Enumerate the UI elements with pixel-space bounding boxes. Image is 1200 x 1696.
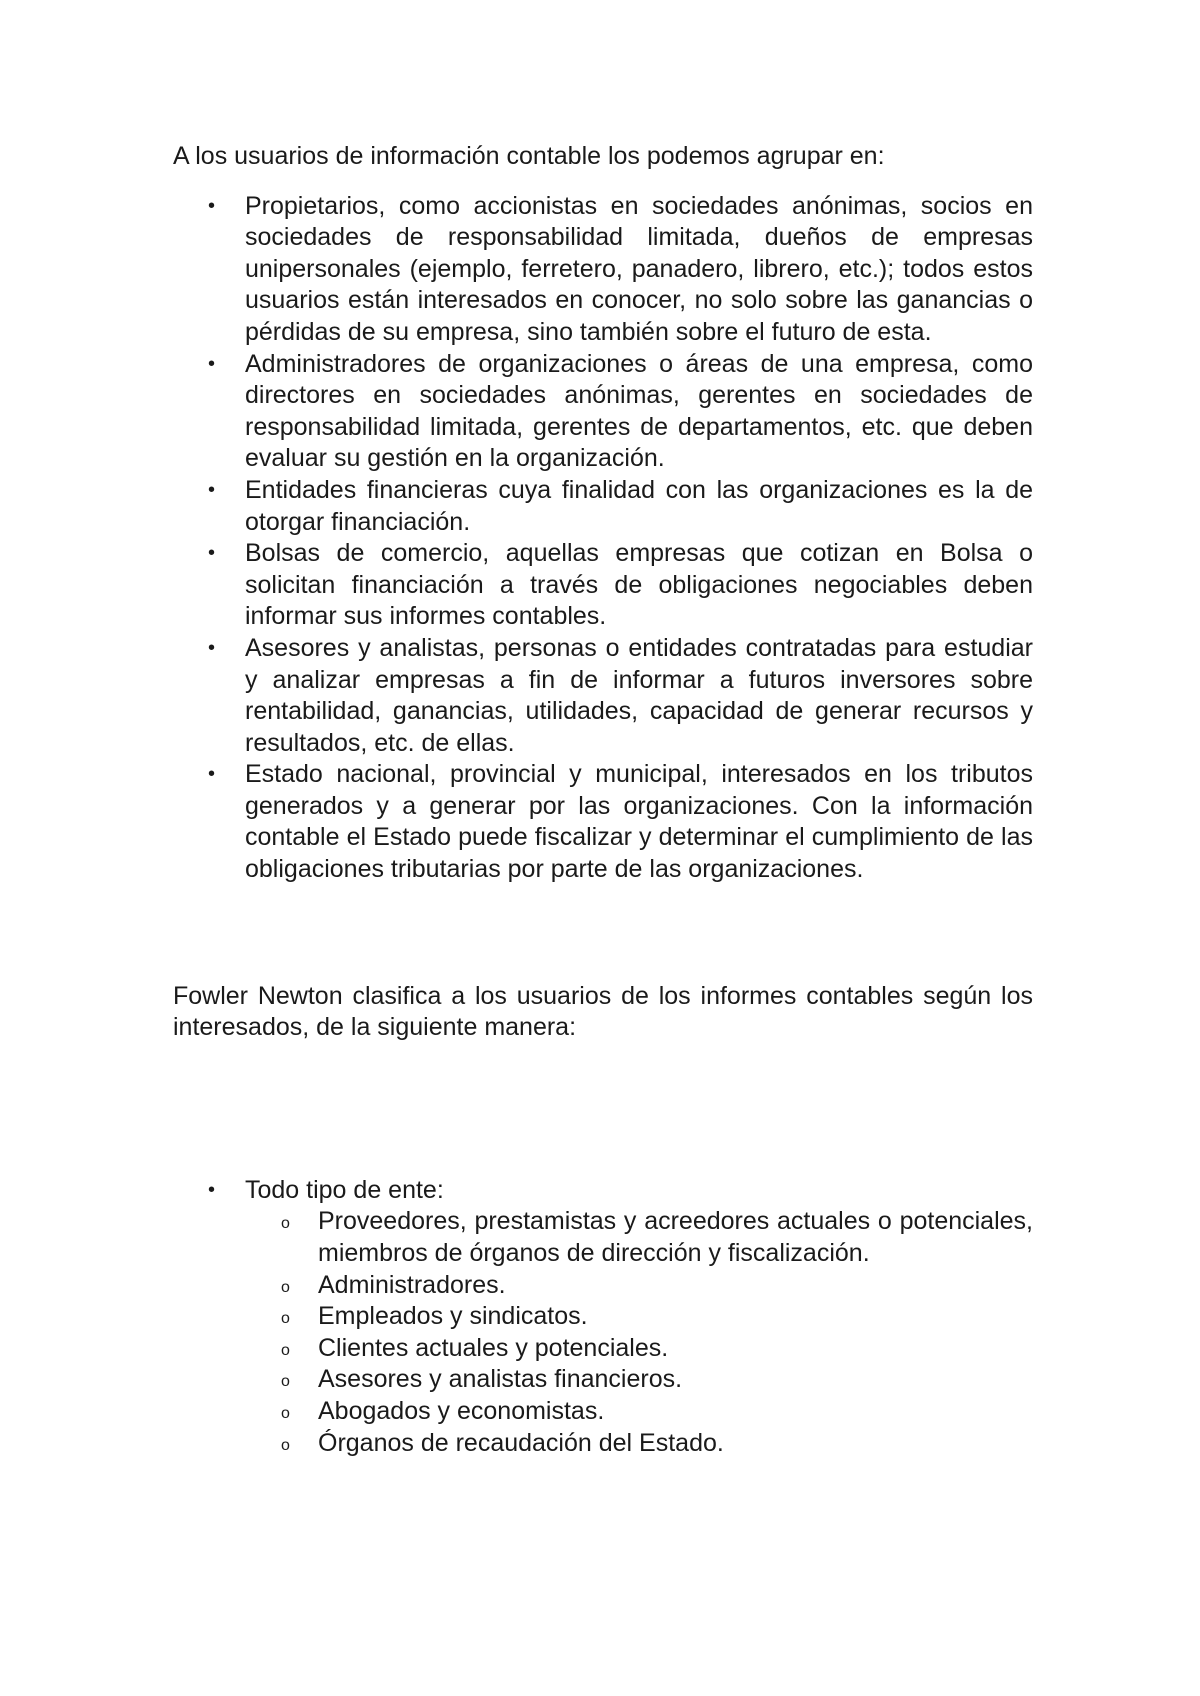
circle-bullet-icon: o — [281, 1215, 290, 1233]
circle-bullet-icon: o — [281, 1405, 290, 1422]
bullet-icon: • — [208, 636, 216, 659]
sublist-item-text: Abogados y economistas. — [318, 1397, 605, 1425]
list-item-text: Entidades financieras cuya finalidad con las organizaciones es la de otorgar financiación. — [245, 475, 1033, 536]
fowler-paragraph: Fowler Newton clasifica a los usuarios de los informes contables según los interesados, de la siguiente manera: — [173, 981, 1033, 1042]
page-content — [173, 141, 1033, 1459]
circle-bullet-icon: o — [281, 1373, 290, 1391]
sublist-item — [245, 1270, 1033, 1302]
list-item — [173, 475, 1033, 538]
circle-bullet-icon: o — [281, 1278, 290, 1296]
bullet-icon: • — [208, 352, 216, 375]
circle-bullet-icon: o — [281, 1436, 290, 1454]
sublist-item-text: Administradores. — [318, 1270, 506, 1299]
sublist-item-text: Clientes actuales y potenciales. — [318, 1333, 669, 1362]
ente-list — [173, 1175, 1033, 1459]
bullet-icon: • — [208, 1178, 216, 1201]
intro-paragraph: A los usuarios de información contable los podemos agrupar en: — [173, 142, 885, 170]
sublist-item — [245, 1206, 1033, 1269]
list-item — [173, 1175, 1033, 1459]
list-item-text: Estado nacional, provincial y municipal, interesados en los tributos generados y a generar por las organizaciones. Con la información contable el Estado puede fiscalizar y determinar el cumplimiento de las obligaciones tributarias por parte de las organizaciones. — [245, 760, 1033, 884]
ente-label: Todo tipo de ente: — [245, 1175, 444, 1204]
sublist-item — [245, 1428, 1033, 1460]
list-item-text: Administradores de organizaciones o áreas de una empresa, como directores en sociedades anónimas, gerentes en sociedades de responsabilidad limitada, gerentes de departamentos, etc. que deben evaluar su gestión en la organización. — [245, 349, 1033, 473]
sublist-item — [245, 1301, 1033, 1333]
list-item — [173, 633, 1033, 759]
bullet-icon: • — [208, 542, 216, 565]
circle-bullet-icon: o — [281, 1341, 290, 1359]
user-groups-list — [173, 191, 1033, 886]
circle-bullet-icon: o — [281, 1310, 290, 1328]
list-item-text: Asesores y analistas, personas o entidades contratadas para estudiar y analizar empresas a fin de informar a futuros inversores sobre rentabilidad, ganancias, utilidades, capacidad de generar recursos y resultados, etc. de ellas. — [245, 633, 1033, 757]
sublist-item-text: Asesores y analistas financieros. — [318, 1365, 683, 1394]
list-item-text: Bolsas de comercio, aquellas empresas que cotizan en Bolsa o solicitan financiación a través de obligaciones negociables deben informar sus informes contables. — [245, 539, 1033, 631]
bullet-icon: • — [208, 478, 216, 501]
sublist-item — [245, 1333, 1033, 1365]
list-item — [173, 759, 1033, 885]
sublist-item-text: Órganos de recaudación del Estado. — [318, 1428, 724, 1457]
ente-sublist — [245, 1206, 1033, 1459]
list-item-text: Propietarios, como accionistas en sociedades anónimas, socios en sociedades de responsabilidad limitada, dueños de empresas unipersonales (ejemplo, ferretero, panadero, librero, etc.); todos estos usuarios están interesados en conocer, no solo sobre las ganancias o pérdidas de su empresa, sino también sobre el futuro de esta. — [245, 191, 1033, 346]
list-item — [173, 191, 1033, 349]
list-item — [173, 349, 1033, 475]
sublist-item — [245, 1364, 1033, 1396]
bullet-icon: • — [208, 194, 216, 217]
sublist-item — [245, 1396, 1033, 1428]
sublist-item-text: Empleados y sindicatos. — [318, 1302, 588, 1331]
bullet-icon: • — [208, 763, 216, 786]
list-item — [173, 538, 1033, 633]
sublist-item-text: Proveedores, prestamistas y acreedores actuales o potenciales, miembros de órganos de dirección y fiscalización. — [318, 1207, 1033, 1268]
